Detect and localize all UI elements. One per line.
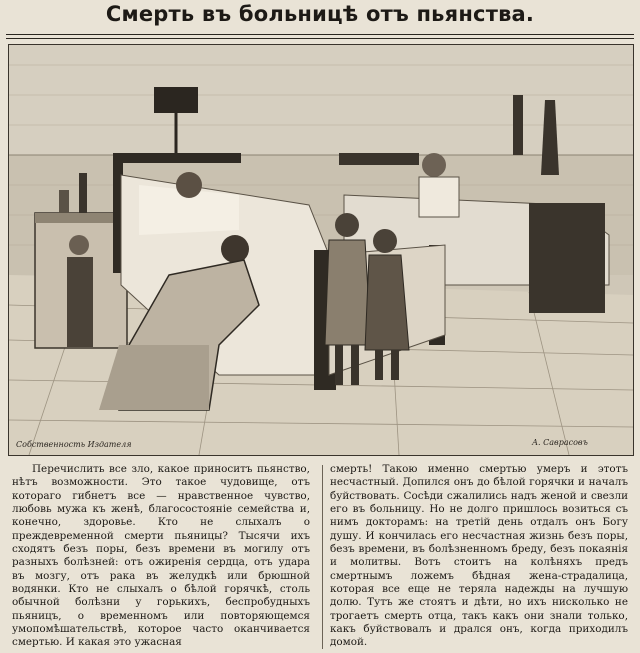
article-text-left: Перечислить все зло, какое приноситъ пьянство, нѣтъ возможности. Это такое чудовище, отъ котораго гибнетъ все — нравственное чувство, любовь мужа къ женѣ, благосостояніе семейства и, конечно, здоровье. Кто не слыхалъ о преждевременной смерти пьяницы? Тысячи ихъ сходятъ безъ поры, безъ времени въ могилу отъ разныхъ болѣзней: отъ ожиренія сердца, отъ удара въ мозгу, отъ рака въ желудкѣ или брюшной водянки. Кто не слыхалъ о бѣлой горячкѣ, столь обычной болѣзни у горькихъ, беспробудныхъ пьяницъ, о временномъ или повторяющемся умопомѣшательствѣ, которое часто оканчивается смертью. И какая это ужасная xyxy=(12,463,310,649)
article-text-right: смерть! Такою именно смертью умеръ и этотъ несчастный. Допился онъ до бѣлой горячки и началъ буйствовать. Сосѣди сжалились надъ женой и свезли его въ больницу. Но не долго пришлось возиться съ нимъ докторамъ: на третій день отдалъ онъ Богу душу. И кончилась его несчастная жизнь безъ поры, безъ времени, въ болѣзненномъ бреду, безъ покаянія и молитвы. Вотъ стоитъ на колѣняхъ предъ смертнымъ ложемъ бѣдная жена-страдалица, которая все еще не теряла надежды на лучшую долю. Тутъ же стоятъ и дѣти, но ихъ нисколько не трогаетъ смерть отца, такъ какъ они знали только, какъ буйствовалъ и дрался онъ, когда приходилъ домой. xyxy=(330,463,628,649)
page-title: Смерть въ больницѣ отъ пьянства. xyxy=(105,2,535,26)
article-body xyxy=(8,463,632,651)
title-rule-top xyxy=(6,34,634,35)
column-divider xyxy=(322,465,323,649)
hospital-deathbed-engraving-icon xyxy=(9,45,633,455)
illustration xyxy=(8,44,634,456)
engraving-signature-left: Собственность Издателя xyxy=(16,440,132,449)
article-column-left xyxy=(12,463,310,651)
title-rule-bottom xyxy=(6,38,634,39)
article-column-right xyxy=(330,463,628,651)
engraving-signature-right: А. Саврасовъ xyxy=(532,438,588,447)
